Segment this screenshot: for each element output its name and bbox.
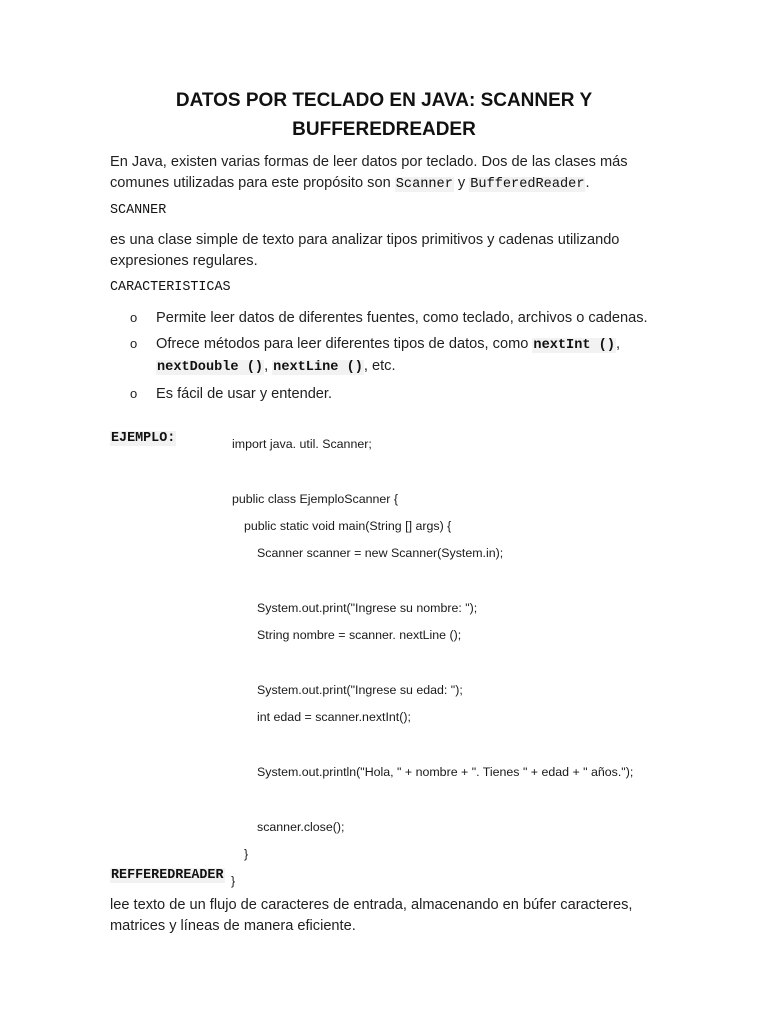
code-bufferedreader: BufferedReader (470, 177, 585, 192)
bullet-text: , (264, 358, 273, 374)
code-nextint: nextInt () (533, 338, 615, 353)
code-line: System.out.print("Ingrese su nombre: "); (257, 601, 478, 615)
bullet-text: , etc. (363, 358, 396, 374)
features-heading: CARACTERISTICAS (110, 280, 231, 295)
title-line-2: BUFFEREDREADER (292, 119, 476, 140)
code-line: System.out.print("Ingrese su edad: "); (257, 683, 463, 697)
page-title (110, 86, 658, 144)
code-line: } (244, 847, 249, 861)
code-line: import java. util. Scanner; (232, 437, 372, 451)
bullet-text: , (615, 336, 621, 352)
scanner-description: es una clase simple de texto para analizar tipos primitivos y cadenas utilizando expresiones regulares. (110, 232, 620, 269)
code-nextline: nextLine () (273, 360, 363, 375)
code-line: } (231, 874, 236, 888)
code-line: public class EjemploScanner { (232, 492, 398, 506)
intro-text: En Java, existen varias formas de leer datos por teclado. Dos de las clases más comunes utilizadas para este propósito son (110, 154, 628, 191)
list-item (130, 384, 670, 404)
code-line: int edad = scanner.nextInt(); (257, 710, 411, 724)
bullet-icon: o (130, 336, 138, 351)
bullet-icon: o (130, 386, 138, 401)
intro-paragraph (110, 152, 658, 195)
code-line: String nombre = scanner. nextLine (); (257, 628, 462, 642)
intro-text: . (585, 175, 590, 191)
bullet-text: Ofrece métodos para leer diferentes tipos de datos, como (156, 336, 533, 352)
code-line: scanner.close(); (257, 820, 345, 834)
features-list (130, 308, 670, 410)
code-line: System.out.println("Hola, " + nombre + ". Tienes " + edad + " años."); (257, 765, 634, 779)
code-scanner: Scanner (395, 177, 453, 192)
bullet-text: Es fácil de usar y entender. (156, 386, 333, 402)
code-line: Scanner scanner = new Scanner(System.in); (257, 546, 504, 560)
code-line: public static void main(String [] args) { (244, 519, 452, 533)
title-line-1: DATOS POR TECLADO EN JAVA: SCANNER Y (175, 90, 593, 111)
bullet-icon: o (130, 310, 138, 325)
bufferedreader-description: lee texto de un flujo de caracteres de entrada, almacenando en búfer caracteres, matrices y líneas de manera eficiente. (110, 897, 633, 934)
intro-text: y (453, 175, 470, 191)
bufferedreader-heading: REFFEREDREADER (111, 868, 224, 883)
example-label: EJEMPLO: (111, 431, 176, 446)
list-item (130, 334, 670, 378)
code-nextdouble: nextDouble () (157, 360, 264, 375)
scanner-heading: SCANNER (110, 203, 167, 218)
list-item (130, 308, 670, 328)
bullet-text: Permite leer datos de diferentes fuentes, como teclado, archivos o cadenas. (156, 310, 648, 326)
